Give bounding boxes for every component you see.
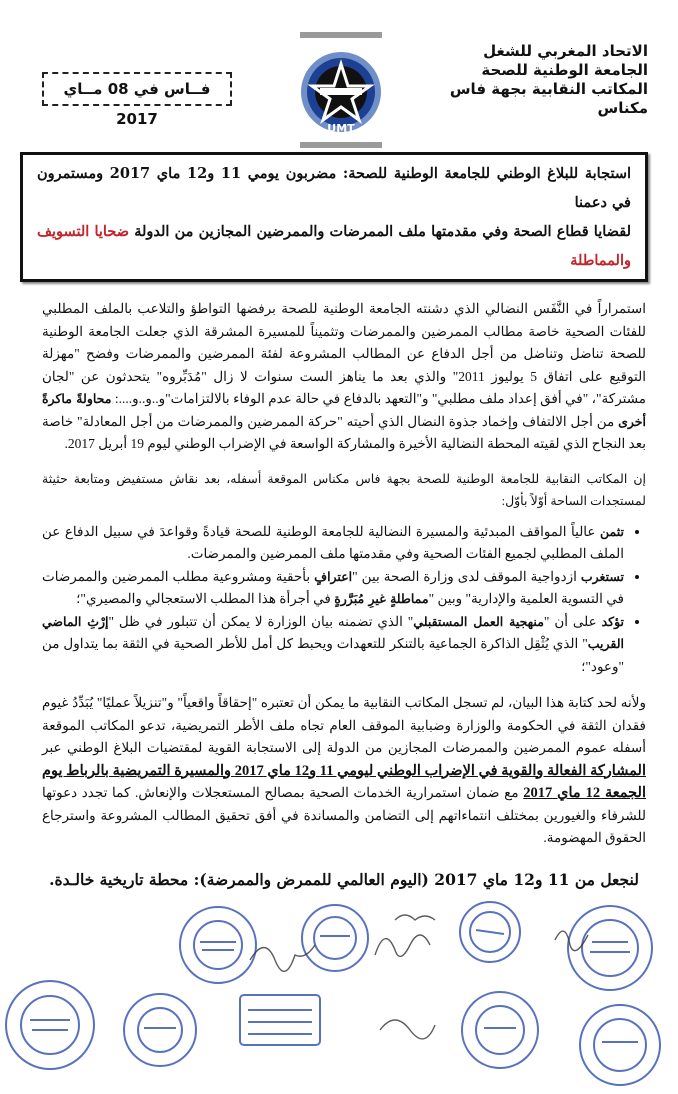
bullet-text: " الذي يُثْقِل الذاكرة الجماعية بالتنكر للتعهدات ويحبط كل أمل للأطر الصحية في الثقة بما يتداول من "وعود"؛ — [42, 636, 624, 674]
org-line-2: الجامعة الوطنية للصحة — [481, 61, 648, 79]
stamp — [302, 905, 368, 971]
bullet-text: بأحقية ومشروعية مطلب الممرضين والممرضات في التسوية العلمية والإدارية" وبين " — [42, 568, 624, 606]
paragraph-1-text-b: من أجل الالتفاف وإخماد جذوة النضال الذي أحيته "حركة الممرضين والممرضات من أجل المعادلة" خاصة بعد النجاح الذي لقيته المحطة النضالية الأخيرة والمشاركة الواسعة في الإضراب الوطني ليوم 19 أبريل 2017. — [42, 413, 646, 451]
stamp — [580, 1005, 660, 1085]
bullet-verb: تستغرب — [580, 568, 624, 584]
bullet-verb: تؤكد — [601, 613, 625, 629]
bullet-text: على أن " — [543, 613, 602, 629]
stamp — [462, 992, 538, 1068]
bullet-bold: منهجية العمل المستقبلي — [413, 613, 544, 629]
paragraph-2-text-a: ولأنه لحد كتابة هذا البيان، لم تسجل المكاتب النقابية ما يمكن أن تعتبره "إحقاقاً واقعياً" و"تنزيلاً عمليًا" يُبَدِّدُ غيوم فقدان الثقة في الحكومة والوزارة وضبابية الموقف العام تجاه ملف الأطر التمريضية، تدعو المكاتب الموقعة أسفله عموم الممرضين والممرضات المجازين من الدولة إلى الاستجابة القوية لمقتضيات البلاغ الوطني عبر — [42, 695, 646, 755]
paragraph-2 — [42, 692, 646, 850]
bullet-verb: تثمن — [600, 523, 624, 539]
stamp — [6, 981, 94, 1069]
bullet-text: في أجرأة هذا المطلب الاستعجالي والمصيري"؛ — [76, 591, 335, 606]
signature — [380, 1020, 435, 1039]
stamp — [124, 994, 196, 1066]
stamp — [568, 906, 652, 990]
paragraph-1-text-a: استمراراً في النَّفَس النضالي الذي دشنته الجامعة الوطنية للصحة برفضها التواطؤ والتلاعب بالملف المطلبي للفئات الصحية خاصة مطالب الممرضين والممرضات وتثميناً للمسيرة المشرقة الذي جعلت الجامعة الوطنية للصحة تناضل وتناضل من أجل الدفاع عن المطالب المشروعة لفئة الممرضين والممرضات وفضح "مهزلة التوقيع على اتفاق 5 يوليوز 2011" والذي بعد ما يناهز الست سنوات لا زال "مُدَبِّروه" يتحدثون عن "لجان مشتركة"، "في أفق إعداد ملف مطلبي" و"التعهد بالدفاع في حالة عدم الوفاء بالالتزامات"و..و..و....: — [42, 301, 647, 406]
signature — [250, 945, 315, 971]
bullet-bold: مماطلةٍ غيرِ مُبَرَّرةٍ — [334, 591, 429, 606]
org-line-1: الاتحاد المغربي للشغل — [483, 42, 648, 60]
bullet-bold: اعترافٍ — [314, 568, 353, 584]
headline-line-2-text: لقضايا قطاع الصحة وفي مقدمتها ملف الممرضات والممرضين المجازين من الدولة — [129, 223, 631, 240]
paragraph-1-bold: محاولةً ماكرةً أخرى — [42, 391, 646, 429]
bullet-item — [42, 566, 624, 611]
stamp — [460, 902, 520, 962]
paragraph-2-underlined-call: المشاركة الفعالة والقوية في الإضراب الوطني ليومي 11 و12 ماي 2017 والمسيرة التمريضية بالرباط يوم الجمعة 12 ماي 2017 — [42, 762, 646, 801]
bullet-text: عالياً المواقف المبدئية والمسيرة النضالية للجامعة الوطنية للصحة قيادةً وقواعدَ في سبيل الدفاع عن الملف المطلبي لجميع الفئات الصحية وفي مقدمتها ملف الممرضين والممرضات. — [42, 523, 624, 561]
headline-highlight: ضحايا التسويف والمماطلة — [37, 223, 631, 269]
paragraph-2-text-b: مع ضمان استمرارية الخدمات الصحية بمصالح المستعجلات والإنعاش. كما تجدد دعوتها للشرفاء والغيورين بمختلف انتماءاتهم إلى التضامن والمساندة في أفق تحقيق المطالب المشروعة واسترجاع الحقوق المهضومة. — [42, 785, 646, 845]
closing-slogan: لنجعل من 11 و12 ماي 2017 (اليوم العالمي للممرض والممرضة): محطة تاريخية خالـدة. — [49, 869, 639, 889]
date-box: فــاس في 08 مــاي 2017 — [42, 72, 232, 106]
signature — [375, 935, 430, 956]
bullet-item — [42, 611, 624, 679]
paragraph-1 — [42, 298, 646, 456]
bullet-list — [42, 521, 646, 679]
headline-line-2 — [37, 217, 631, 275]
signature — [395, 915, 435, 920]
bullet-bold: إرْثِ الماضي القريب — [42, 613, 624, 651]
bullet-text: " الذي تضمنه بيان الوزارة لا يمكن أن تتبلور في ظل " — [108, 613, 414, 629]
stamp — [180, 907, 256, 983]
intro-line: إن المكاتب النقابية للجامعة الوطنية للصحة بجهة فاس مكناس الموقعة أسفله، بعد نقاش مستفيض ومتابعة حثيثة لمستجدات الساحة أوّلاً بأوّل: — [42, 471, 646, 508]
bullet-item — [42, 521, 624, 566]
bullet-text: ازدواجية الموقف لدى وزارة الصحة بين " — [352, 568, 581, 584]
stamps-and-signatures — [0, 900, 678, 1090]
stamp — [240, 995, 320, 1045]
headline-box — [20, 152, 648, 282]
org-line-3: المكاتب النقابية بجهة فاس مكناس — [449, 80, 648, 117]
headline-line-1: استجابة للبلاغ الوطني للجامعة الوطنية للصحة: مضربون يومي 11 و12 ماي 2017 ومستمرون في دعمنا — [37, 165, 631, 211]
svg-text:UMT: UMT — [327, 122, 355, 135]
stamps-image — [0, 900, 678, 1090]
